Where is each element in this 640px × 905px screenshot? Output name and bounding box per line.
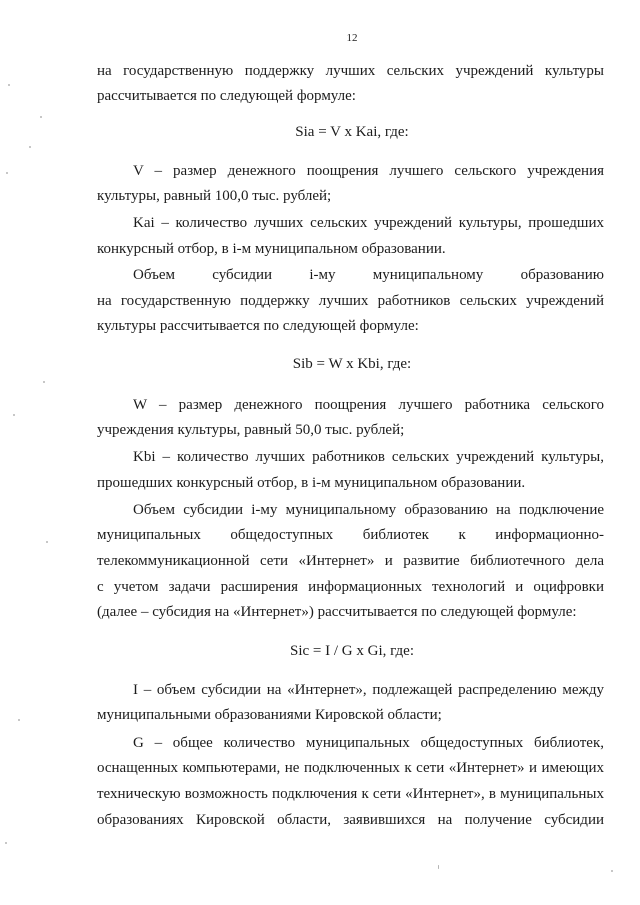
text-line: G – общее количество муниципальных общедоступных библиотек,: [133, 735, 604, 751]
scan-speck: [5, 842, 7, 844]
text-line: культуры рассчитывается по следующей формуле:: [97, 318, 419, 334]
scan-speck: [29, 146, 31, 148]
scan-speck: [46, 541, 48, 543]
text-line: телекоммуникационной сети «Интернет» и развитие библиотечного дела: [97, 553, 604, 569]
text-line: муниципальными образованиями Кировской области;: [97, 707, 442, 723]
text-line: рассчитывается по следующей формуле:: [97, 88, 356, 104]
text-line: V – размер денежного поощрения лучшего сельского учреждения: [133, 163, 604, 179]
text-line: техническую возможность подключения к сети «Интернет», в муниципальных: [97, 786, 604, 802]
scan-speck: [13, 414, 15, 416]
text-line: Объем субсидии i-му муниципальному образованию на подключение: [133, 502, 604, 518]
scan-speck: [438, 865, 439, 869]
text-line: конкурсный отбор, в i-м муниципальном образовании.: [97, 241, 446, 257]
scan-speck: [43, 381, 45, 383]
text-line: на государственную поддержку лучших работников сельских учреждений: [97, 293, 604, 309]
scan-speck: [6, 172, 8, 174]
scan-speck: [40, 116, 42, 118]
text-line: W – размер денежного поощрения лучшего работника сельского: [133, 397, 604, 413]
formula: Sib = W x Kbi, где:: [292, 356, 412, 372]
text-line: учреждения культуры, равный 50,0 тыс. рублей;: [97, 422, 405, 438]
text-line: оснащенных компьютерами, не подключенных к сети «Интернет» и имеющих: [97, 760, 604, 776]
scan-speck: [18, 719, 20, 721]
text-line: муниципальных общедоступных библиотек к информационно-: [97, 527, 604, 543]
formula: Sic = I / G x Gi, где:: [290, 643, 414, 659]
text-line: Объем субсидии i-му муниципальному образованию: [133, 267, 604, 283]
scan-speck: [611, 870, 613, 872]
text-line: Kbi – количество лучших работников сельских учреждений культуры,: [133, 449, 604, 465]
text-line: Kai – количество лучших сельских учреждений культуры, прошедших: [133, 215, 604, 231]
page-number: 12: [346, 32, 358, 44]
text-line: на государственную поддержку лучших сельских учреждений культуры: [97, 63, 604, 79]
formula: Sia = V x Kai, где:: [295, 124, 409, 140]
text-line: образованиях Кировской области, заявившихся на получение субсидии: [97, 812, 604, 828]
text-line: прошедших конкурсный отбор, в i-м муниципальном образовании.: [97, 475, 526, 491]
text-line: культуры, равный 100,0 тыс. рублей;: [97, 188, 332, 204]
text-line: (далее – субсидия на «Интернет») рассчитывается по следующей формуле:: [97, 604, 577, 620]
text-line: I – объем субсидии на «Интернет», подлежащей распределению между: [133, 682, 604, 698]
text-line: с учетом задачи расширения информационных технологий и оцифровки: [97, 579, 604, 595]
scan-speck: [8, 84, 10, 86]
